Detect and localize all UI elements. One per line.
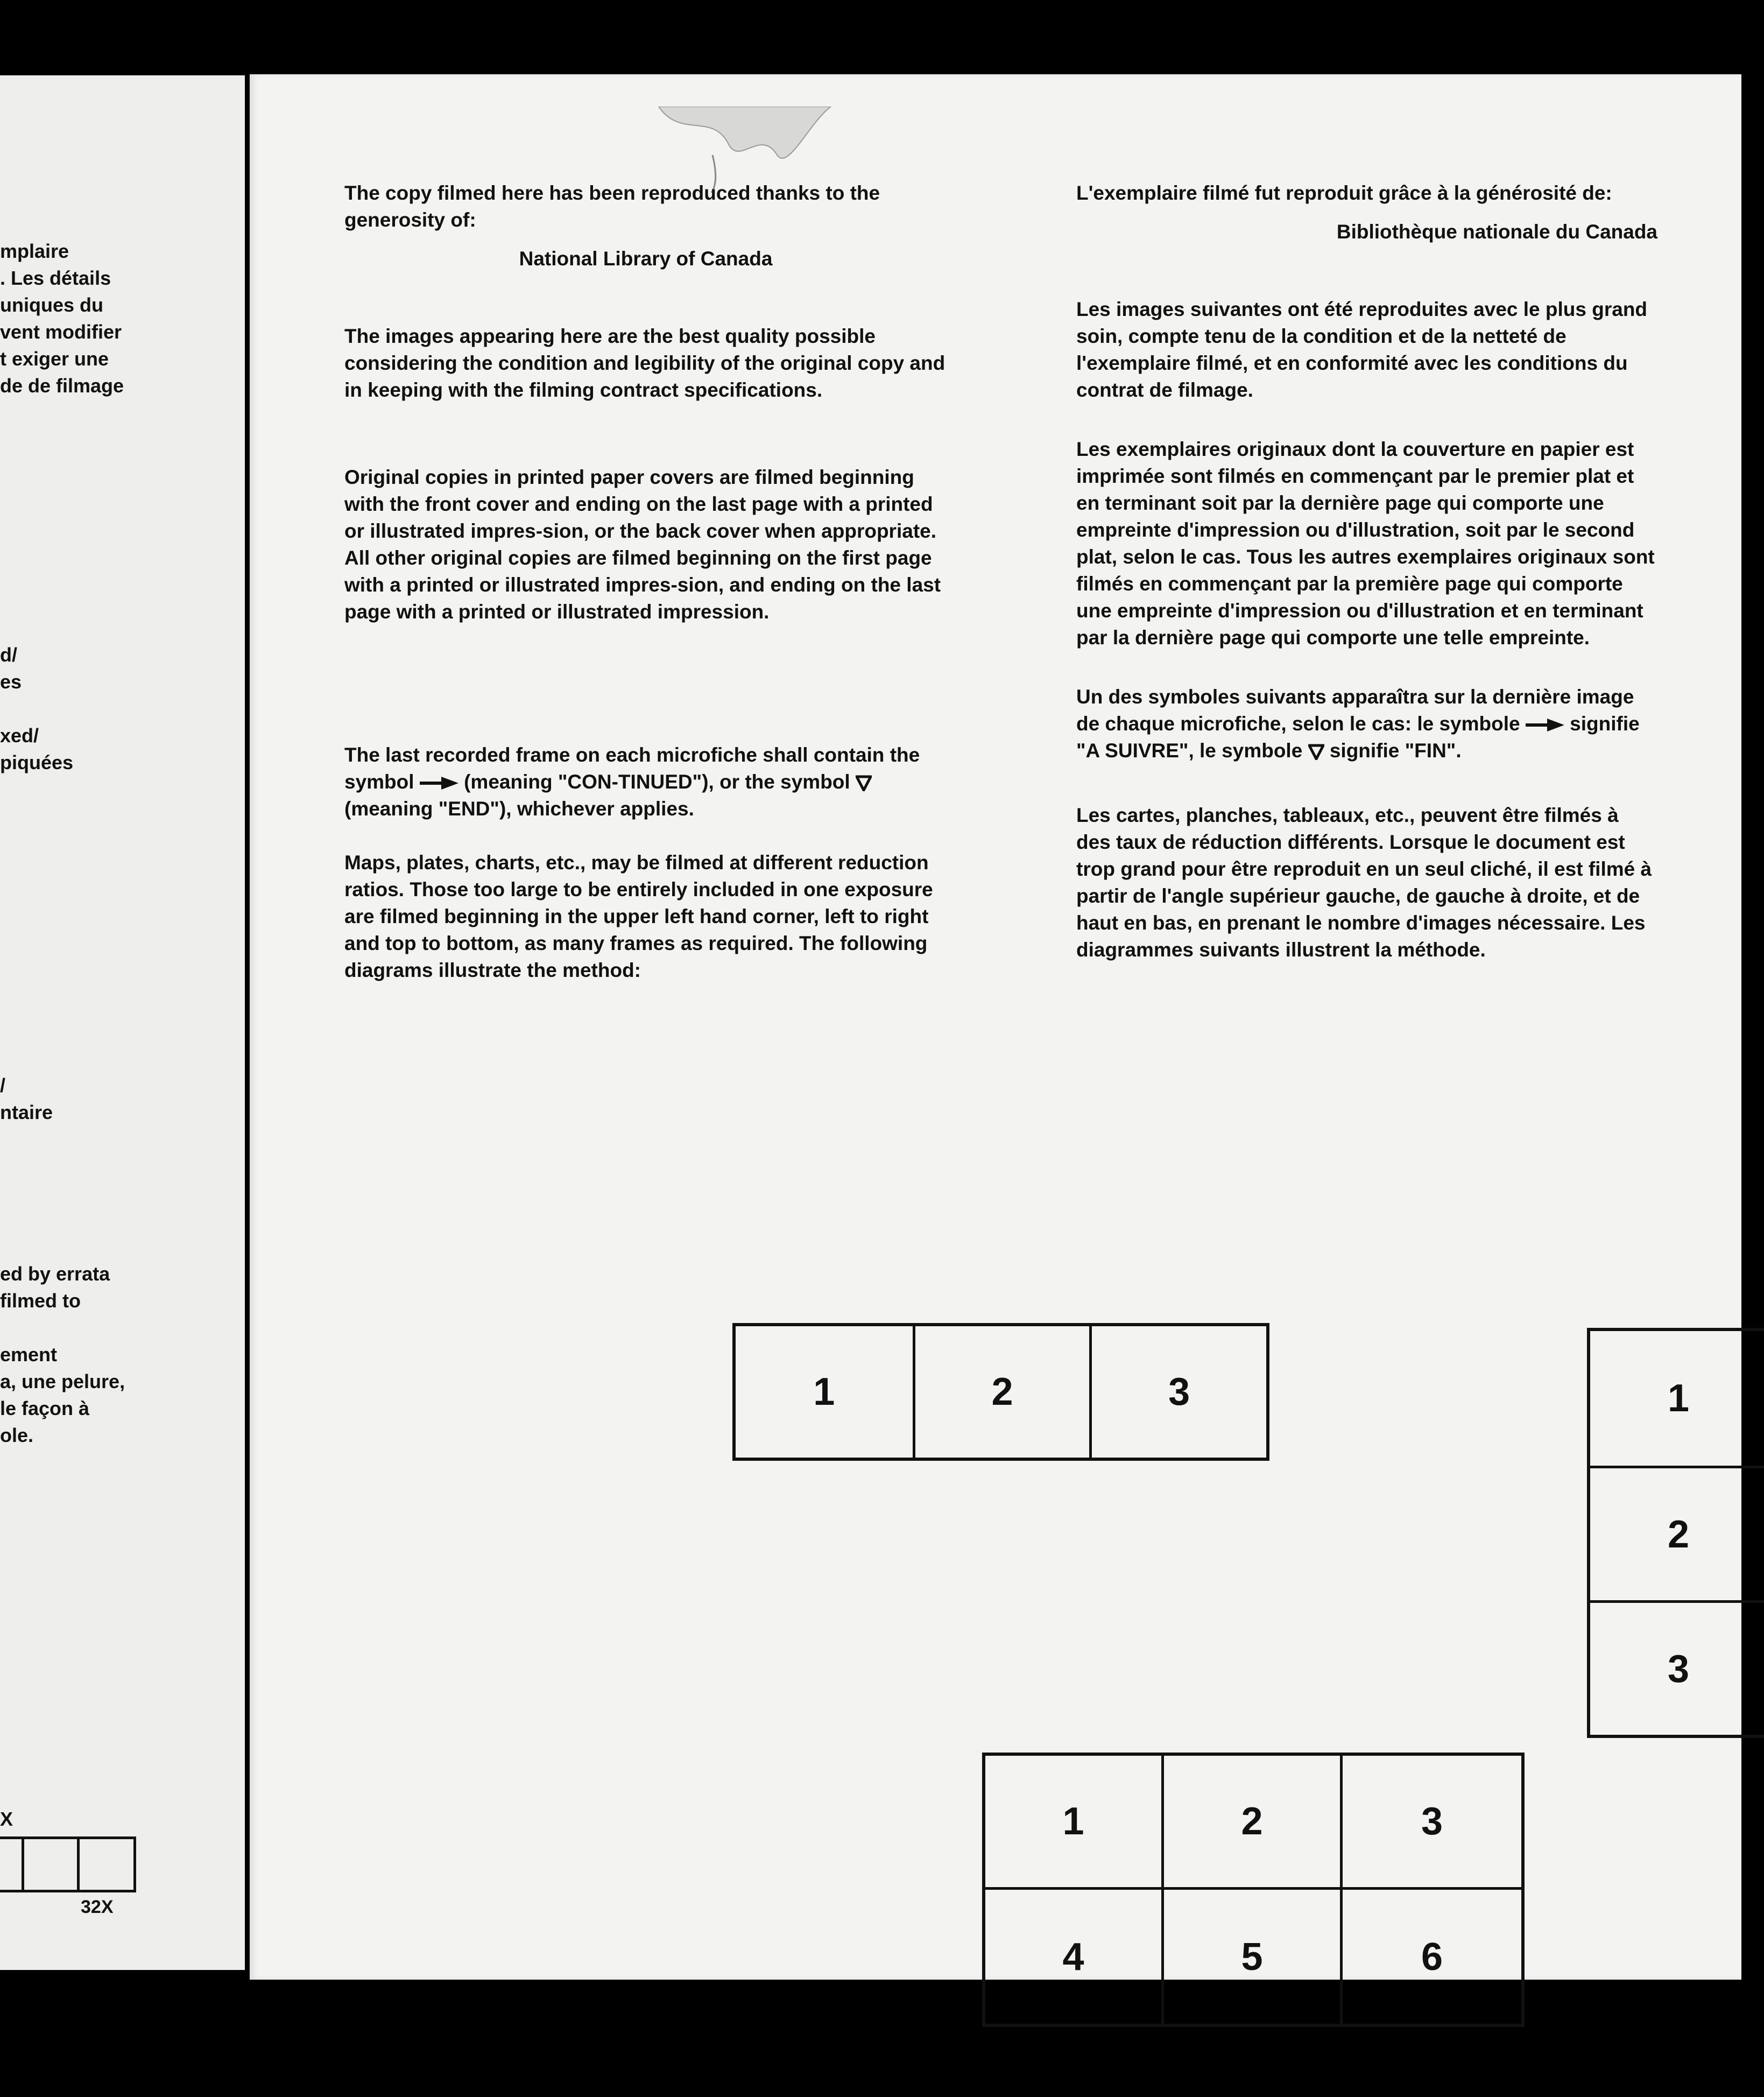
left-fragment: t exiger une: [0, 348, 109, 370]
french-para-originals: Les exemplaires originaux dont la couverture en papier est imprimée sont filmés en commençant par le premier plat et en terminant soit par la dernière page qui comporte une empreinte d'impression ou d'illustration, soit par le second plat, selon le cas. Tous les autres exemplaires originaux sont filmés en commençant par la première page qui comporte une empreinte d'impression ou d'illustration et en terminant par la dernière page qui comporte une telle empreinte.: [1076, 438, 1655, 649]
french-column: [1076, 180, 1657, 963]
french-para-copy: L'exemplaire filmé fut reproduit grâce à la générosité de:: [1076, 182, 1612, 204]
left-fragment: mplaire: [0, 240, 69, 262]
french-institution: Bibliothèque nationale du Canada: [1336, 221, 1657, 243]
left-fragment: uniques du: [0, 294, 103, 316]
left-fragment: vent modifier: [0, 321, 122, 343]
diagram-frame: 2: [1590, 1466, 1764, 1600]
left-page-fragment: [0, 75, 245, 1970]
diagram-horizontal-three: [732, 1323, 1269, 1461]
diagram-frame: 1: [813, 1370, 835, 1413]
end-triangle-icon: [1308, 744, 1324, 760]
french-symbols-text-a: Un des symboles suivants apparaîtra sur la dernière image de chaque microfiche, selon le cas: le symbole: [1076, 686, 1634, 735]
gauge-cell: [77, 1836, 136, 1892]
english-institution: National Library of Canada: [519, 248, 773, 270]
left-fragment: ntaire: [0, 1101, 53, 1123]
diagram-frame: 1: [985, 1756, 1164, 1890]
french-para-quality: Les images suivantes ont été reproduites avec le plus grand soin, compte tenu de la condition et de la netteté de l'exemplaire filmé, et en conformité avec les conditions du contrat de filmage.: [1076, 298, 1648, 401]
english-para-originals: Original copies in printed paper covers are filmed beginning with the front cover and ending on the last page with a printed or illustrated impres-sion, or the back cover when appropriate. All other original copies are filmed beginning on the first page with a printed or illustrated impres-sion, and ending on the last page with a printed or illustrated impression.: [344, 466, 941, 623]
english-para-copy: The copy filmed here has been reproduced thanks to the generosity of:: [344, 182, 880, 231]
continued-arrow-icon: [1526, 717, 1564, 733]
left-fragment: a, une pelure,: [0, 1370, 125, 1392]
french-para-symbols: [1076, 684, 1657, 764]
end-triangle-icon: [856, 775, 872, 791]
diagram-vertical-three: [1587, 1328, 1764, 1738]
diagram-frame: 3: [1590, 1600, 1764, 1735]
diagram-frame: 1: [1667, 1377, 1690, 1420]
resolution-gauge: [0, 1836, 136, 1896]
left-fragment: es: [0, 671, 22, 693]
left-fragment: . Les détails: [0, 267, 111, 289]
left-fragment: ement: [0, 1343, 58, 1366]
left-fragment: xed/: [0, 724, 39, 747]
left-fragment: ole.: [0, 1424, 34, 1446]
diagram-frame: 4: [985, 1890, 1164, 2024]
english-column: [344, 180, 947, 984]
left-fragment: ed by errata: [0, 1263, 110, 1285]
diagram-frame: 2: [1164, 1756, 1343, 1890]
diagram-frame: 6: [1421, 1935, 1443, 1979]
left-fragment: /: [0, 1074, 6, 1096]
gauge-cell: [22, 1836, 80, 1892]
english-symbols-text-a: The last recorded frame on each microfiche shall contain the symbol: [344, 744, 920, 793]
diagram-grid-six: [982, 1753, 1525, 2027]
english-para-quality: The images appearing here are the best quality possible considering the condition and legibility of the original copy and in keeping with the filming contract specifications.: [344, 325, 945, 401]
diagram-frame: 3: [1343, 1756, 1521, 1890]
left-fragment: d/: [0, 644, 17, 666]
english-symbols-text-c: (meaning "END"), whichever applies.: [344, 798, 694, 820]
french-symbols-text-b: signifie "A SUIVRE", le symbole: [1076, 713, 1640, 762]
diagram-frame: 2: [913, 1326, 1090, 1458]
left-fragment: X: [0, 1808, 13, 1830]
diagram-frame: 5: [1164, 1890, 1343, 2024]
french-symbols-text-c: signifie "FIN".: [1329, 740, 1462, 762]
left-fragment: de de filmage: [0, 375, 124, 397]
gauge-cell: [0, 1836, 24, 1892]
continued-arrow-icon: [420, 776, 458, 791]
left-fragment: piquées: [0, 751, 74, 773]
french-para-maps: Les cartes, planches, tableaux, etc., peuvent être filmés à des taux de réduction différents. Lorsque le document est trop grand pour être reproduit en un seul cliché, il est filmé à partir de l'angle supérieur gauche, de gauche à droite, et de haut en bas, en prenant le nombre d'images nécessaire. Les diagrammes suivants illustrent la méthode.: [1076, 804, 1652, 961]
left-fragment: le façon à: [0, 1397, 90, 1419]
left-fragment: filmed to: [0, 1290, 81, 1312]
english-symbols-text-b: (meaning "CON-TINUED"), or the symbol: [464, 771, 850, 793]
english-para-symbols: [344, 742, 947, 822]
main-page: [250, 74, 1741, 1980]
english-para-maps: Maps, plates, charts, etc., may be filmed at different reduction ratios. Those too large to be entirely included in one exposure are filmed beginning in the upper left hand corner, left to right and top to bottom, as many frames as required. The following diagrams illustrate the method:: [344, 852, 933, 981]
gauge-label: 32X: [81, 1897, 114, 1917]
diagram-frame: 3: [1089, 1326, 1266, 1458]
